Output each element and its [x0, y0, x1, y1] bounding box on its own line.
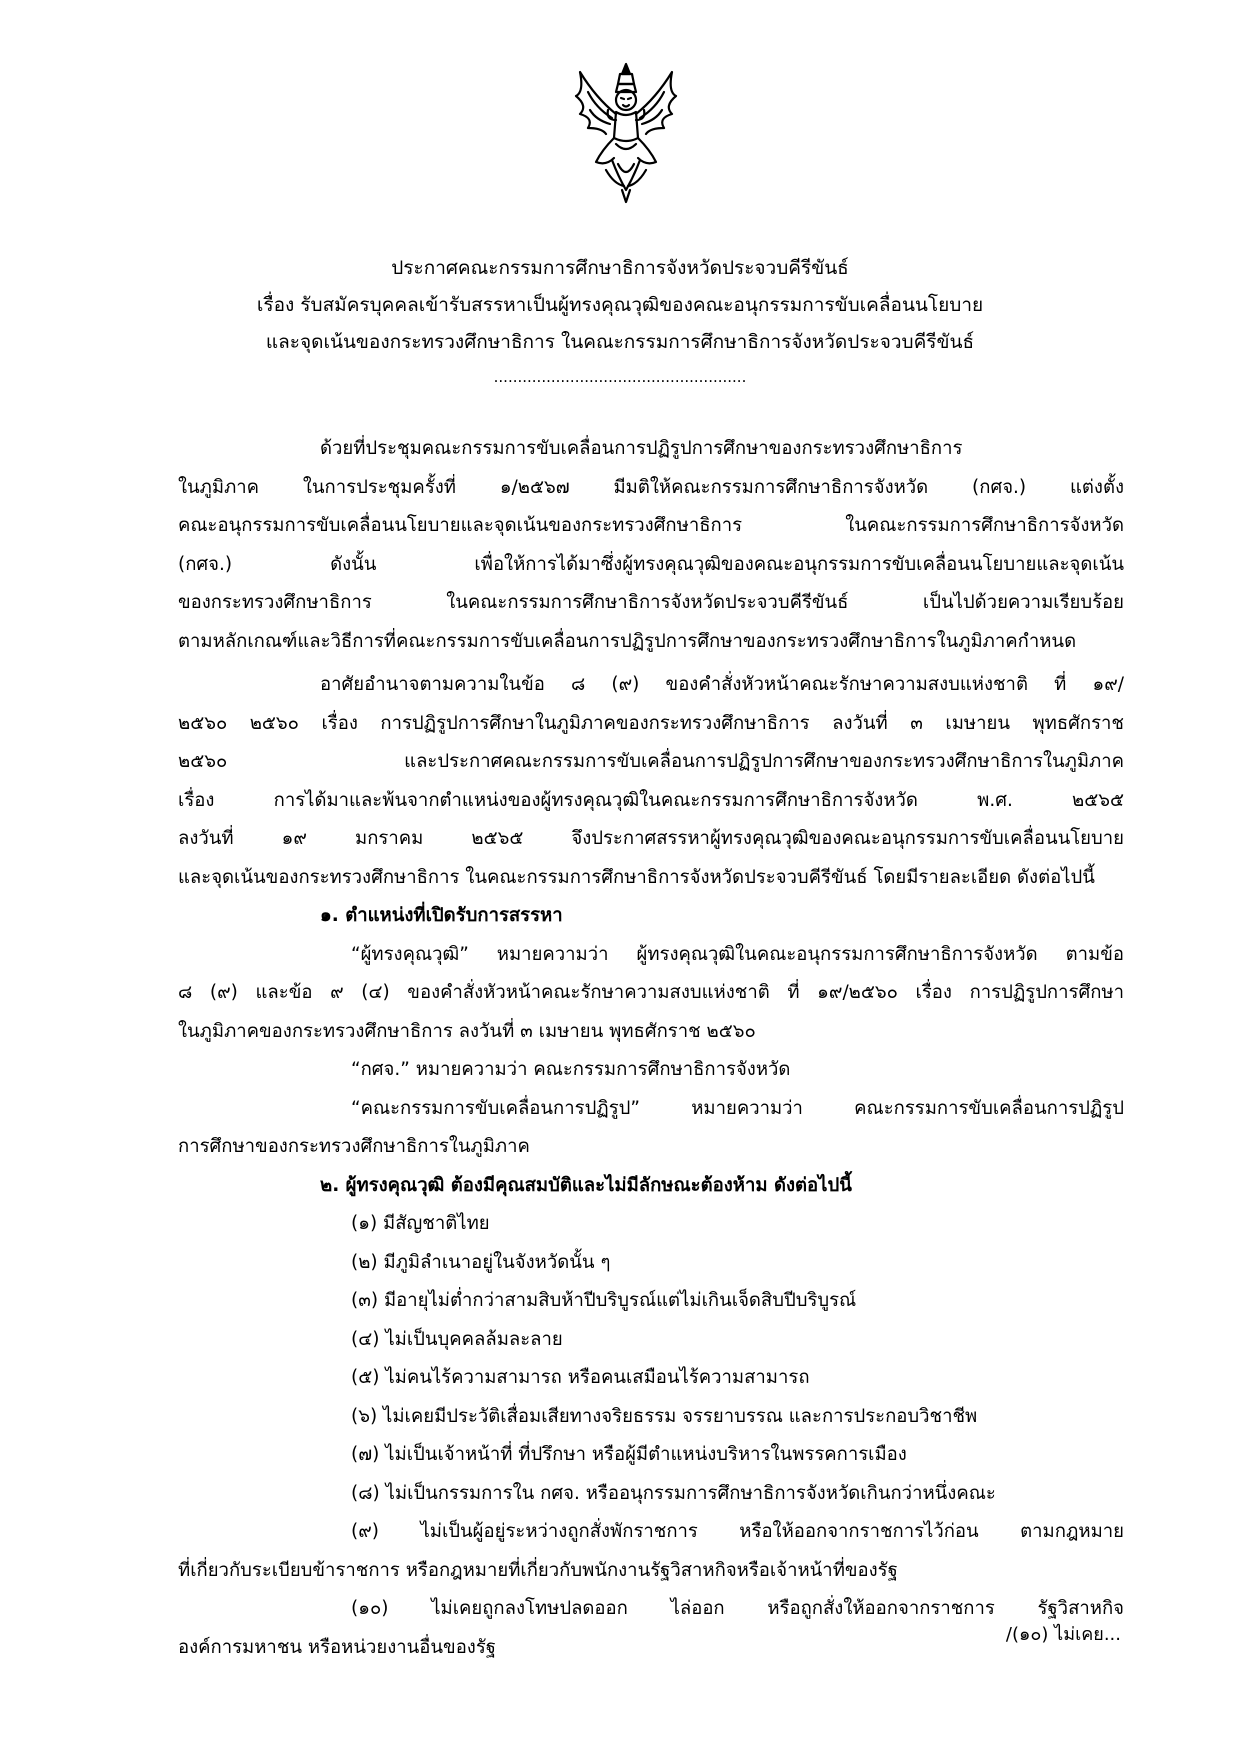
para1-line: ตามหลักเกณฑ์และวิธีการที่คณะกรรมการขับเคลื่อนการปฏิรูปการศึกษาของกระทรวงศึกษาธิการในภูมิภาคกำหนด — [178, 630, 1077, 652]
announcement-title — [120, 250, 1120, 387]
para2-line: ลงวันที่ ๑๙ มกราคม ๒๕๖๕ จึงประกาศสรรหาผู้ทรงคุณวุฒิของคณะอนุกรรมการขับเคลื่อนนโยบาย — [178, 828, 1124, 849]
qualification-item: (๙) ไม่เป็นผู้อยู่ระหว่างถูกสั่งพักราชการ หรือให้ออกจากราชการไว้ก่อน ตามกฎหมาย — [351, 1521, 1124, 1542]
para2-line: เรื่อง การได้มาและพ้นจากตำแหน่งของผู้ทรงคุณวุฒิในคณะกรรมการศึกษาธิการจังหวัด พ.ศ. ๒๕๖๕ — [178, 789, 1124, 811]
qualification-item-cont: องค์การมหาชน หรือหน่วยงานอื่นของรัฐ — [178, 1636, 496, 1658]
definition-line: “ผู้ทรงคุณวุฒิ” หมายความว่า ผู้ทรงคุณวุฒิในคณะอนุกรรมการศึกษาธิการจังหวัด ตามข้อ — [351, 943, 1124, 965]
definition-line: ๘ (๙) และข้อ ๙ (๔) ของคำสั่งหัวหน้าคณะรักษาความสงบแห่งชาติ ที่ ๑๙/๒๕๖๐ เรื่อง การปฏิรูปการศึกษา — [178, 982, 1124, 1003]
para2-line: ๒๕๖๐ ๒๕๖๐ เรื่อง การปฏิรูปการศึกษาในภูมิภาคของกระทรวงศึกษาธิการ ลงวันที่ ๓ เมษายน พุทธศักราช — [178, 712, 1124, 734]
qualification-item: (๑๐) ไม่เคยถูกลงโทษปลดออก ไล่ออก หรือถูกสั่งให้ออกจากราชการ รัฐวิสาหกิจ — [351, 1598, 1124, 1619]
para2-line: อาศัยอำนาจตามความในข้อ ๘ (๙) ของคำสั่งหัวหน้าคณะรักษาความสงบแห่งชาติ ที่ ๑๙/ — [320, 674, 1124, 695]
para2-line: และจุดเน้นของกระทรวงศึกษาธิการ ในคณะกรรมการศึกษาธิการจังหวัดประจวบคีรีขันธ์ โดยมีรายละเอียด ดังต่อไปนี้ — [178, 866, 1095, 888]
para1-line: ของกระทรวงศึกษาธิการ ในคณะกรรมการศึกษาธิการจังหวัดประจวบคีรีขันธ์ เป็นไปด้วยความเรียบร้อย — [178, 592, 1124, 613]
definition-line: ในภูมิภาคของกระทรวงศึกษาธิการ ลงวันที่ ๓ เมษายน พุทธศักราช ๒๕๖๐ — [178, 1020, 756, 1042]
document-body — [178, 430, 1124, 1667]
para1-line: คณะอนุกรรมการขับเคลื่อนนโยบายและจุดเน้นของกระทรวงศึกษาธิการ ในคณะกรรมการศึกษาธิการจังหวัด — [178, 515, 1124, 536]
title-separator: ..................................................... — [493, 368, 747, 386]
para1-line: ในภูมิภาค ในการประชุมครั้งที่ ๑/๒๕๖๗ มีมติให้คณะกรรมการศึกษาธิการจังหวัด (กศจ.) แต่งตั้ง — [178, 476, 1124, 498]
title-line-2: เรื่อง รับสมัครบุคคลเข้ารับสรรหาเป็นผู้ทรงคุณวุฒิของคณะอนุกรรมการขับเคลื่อนนโยบาย — [256, 294, 984, 316]
title-line-3: และจุดเน้นของกระทรวงศึกษาธิการ ในคณะกรรมการศึกษาธิการจังหวัดประจวบคีรีขันธ์ — [265, 331, 975, 353]
page-continuation: /(๑๐) ไม่เคย... — [1005, 1624, 1121, 1645]
definition-line: “กศจ.” หมายความว่า คณะกรรมการศึกษาธิการจังหวัด — [351, 1059, 791, 1080]
qualification-item: (๒) มีภูมิลำเนาอยู่ในจังหวัดนั้น ๆ — [351, 1251, 611, 1273]
para1-line: (กศจ.) ดังนั้น เพื่อให้การได้มาซึ่งผู้ทรงคุณวุฒิของคณะอนุกรรมการขับเคลื่อนนโยบายและจุดเน้น — [178, 553, 1124, 575]
definition-line: การศึกษาของกระทรวงศึกษาธิการในภูมิภาค — [178, 1136, 530, 1157]
qualification-item: (๘) ไม่เป็นกรรมการใน กศจ. หรืออนุกรรมการศึกษาธิการจังหวัดเกินกว่าหนึ่งคณะ — [351, 1482, 996, 1504]
qualification-item: (๕) ไม่คนไร้ความสามารถ หรือคนเสมือนไร้ความสามารถ — [351, 1367, 810, 1388]
definition-line: “คณะกรรมการขับเคลื่อนการปฏิรูป” หมายความว่า คณะกรรมการขับเคลื่อนการปฏิรูป — [351, 1097, 1124, 1119]
title-line-1: ประกาศคณะกรรมการศึกษาธิการจังหวัดประจวบคีรีขันธ์ — [391, 257, 849, 279]
qualification-item: (๗) ไม่เป็นเจ้าหน้าที่ ที่ปรึกษา หรือผู้มีตำแหน่งบริหารในพรรคการเมือง — [351, 1444, 907, 1465]
section-heading-2: ๒. ผู้ทรงคุณวุฒิ ต้องมีคุณสมบัติและไม่มีลักษณะต้องห้าม ดังต่อไปนี้ — [320, 1174, 852, 1196]
qualification-item: (๖) ไม่เคยมีประวัติเสื่อมเสียทางจริยธรรม จรรยาบรรณ และการประกอบวิชาชีพ — [351, 1405, 978, 1427]
qualification-item-cont: ที่เกี่ยวกับระเบียบข้าราชการ หรือกฎหมายที่เกี่ยวกับพนักงานรัฐวิสาหกิจหรือเจ้าหน้าที่ของรัฐ — [178, 1559, 898, 1581]
section-heading-1: ๑. ตำแหน่งที่เปิดรับการสรรหา — [320, 905, 563, 926]
qualification-item: (๑) มีสัญชาติไทย — [351, 1213, 490, 1234]
qualification-item: (๓) มีอายุไม่ต่ำกว่าสามสิบห้าปีบริบูรณ์แต่ไม่เกินเจ็ดสิบปีบริบูรณ์ — [351, 1290, 857, 1311]
para1-line: ด้วยที่ประชุมคณะกรรมการขับเคลื่อนการปฏิรูปการศึกษาของกระทรวงศึกษาธิการ — [320, 438, 963, 459]
para2-line: ๒๕๖๐ และประกาศคณะกรรมการขับเคลื่อนการปฏิรูปการศึกษาของกระทรวงศึกษาธิการในภูมิภาค — [178, 751, 1124, 772]
garuda-emblem-icon — [566, 58, 686, 208]
qualification-item: (๔) ไม่เป็นบุคคลล้มละลาย — [351, 1328, 563, 1350]
